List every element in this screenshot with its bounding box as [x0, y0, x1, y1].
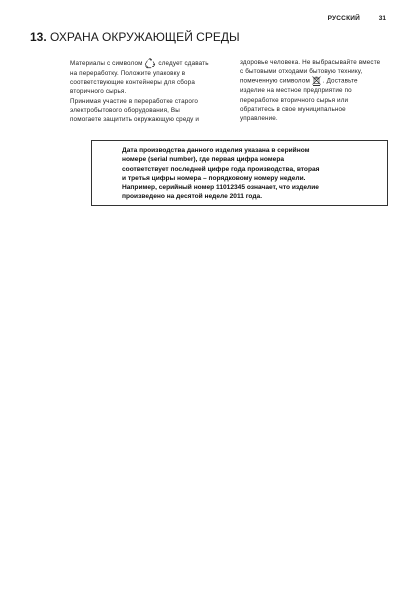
- text-line: на переработку. Положите упаковку в: [70, 70, 186, 77]
- text-line: обратитесь в свое муниципальное: [240, 105, 346, 113]
- left-paragraph: [70, 58, 230, 124]
- recycle-icon: [144, 58, 156, 69]
- text-line: вторичного сырья.: [70, 88, 127, 96]
- header-language: РУССКИЙ: [327, 15, 360, 22]
- text-fragment: . Доставьте: [322, 78, 358, 86]
- text-line: электробытового оборудования, Вы: [70, 106, 180, 114]
- note-line: номере (serial number), где первая цифра номера: [122, 156, 285, 164]
- note-line: Дата производства данного изделия указана в серийном: [122, 147, 310, 154]
- text-line: с бытовыми отходами бытовую технику,: [240, 68, 363, 76]
- text-line: [70, 58, 230, 69]
- note-line: соответствует последней цифре года производства, вторая: [122, 165, 320, 173]
- text-fragment: помеченную символом: [240, 78, 310, 86]
- note-line: и третья цифры номера – порядковому номеру недели.: [122, 174, 306, 182]
- text-line: управление.: [240, 115, 278, 123]
- section-title: ОХРАНА ОКРУЖАЮЩЕЙ СРЕДЫ: [50, 30, 240, 44]
- section-number: 13.: [30, 30, 47, 44]
- page-number: 31: [378, 15, 386, 22]
- section-heading: [30, 30, 240, 44]
- crossed-out-bin-icon: [312, 76, 321, 86]
- text-line: изделие на местное предприятие по: [240, 87, 352, 95]
- text-line: соответствующие контейнеры для сбора: [70, 79, 195, 87]
- text-fragment: следует сдавать: [158, 60, 209, 68]
- left-column: [70, 58, 230, 124]
- serial-number-note-box: [91, 140, 388, 206]
- text-line: помогаете защитить окружающую среду и: [70, 116, 200, 124]
- text-line: переработке вторичного сырья или: [240, 96, 349, 104]
- right-column: [240, 58, 395, 123]
- text-fragment: Материалы с символом: [70, 60, 143, 68]
- right-paragraph: [240, 58, 395, 123]
- note-line: Например, серийный номер 11012345 означает, что изделие: [122, 184, 319, 192]
- text-line: [240, 76, 395, 86]
- note-line: произведено на десятой неделе 2011 года.: [122, 193, 263, 201]
- text-line: здоровье человека. Не выбрасывайте вместе: [240, 59, 381, 66]
- serial-number-note: [122, 146, 382, 202]
- text-line: Принимая участие в переработке старого: [70, 97, 199, 105]
